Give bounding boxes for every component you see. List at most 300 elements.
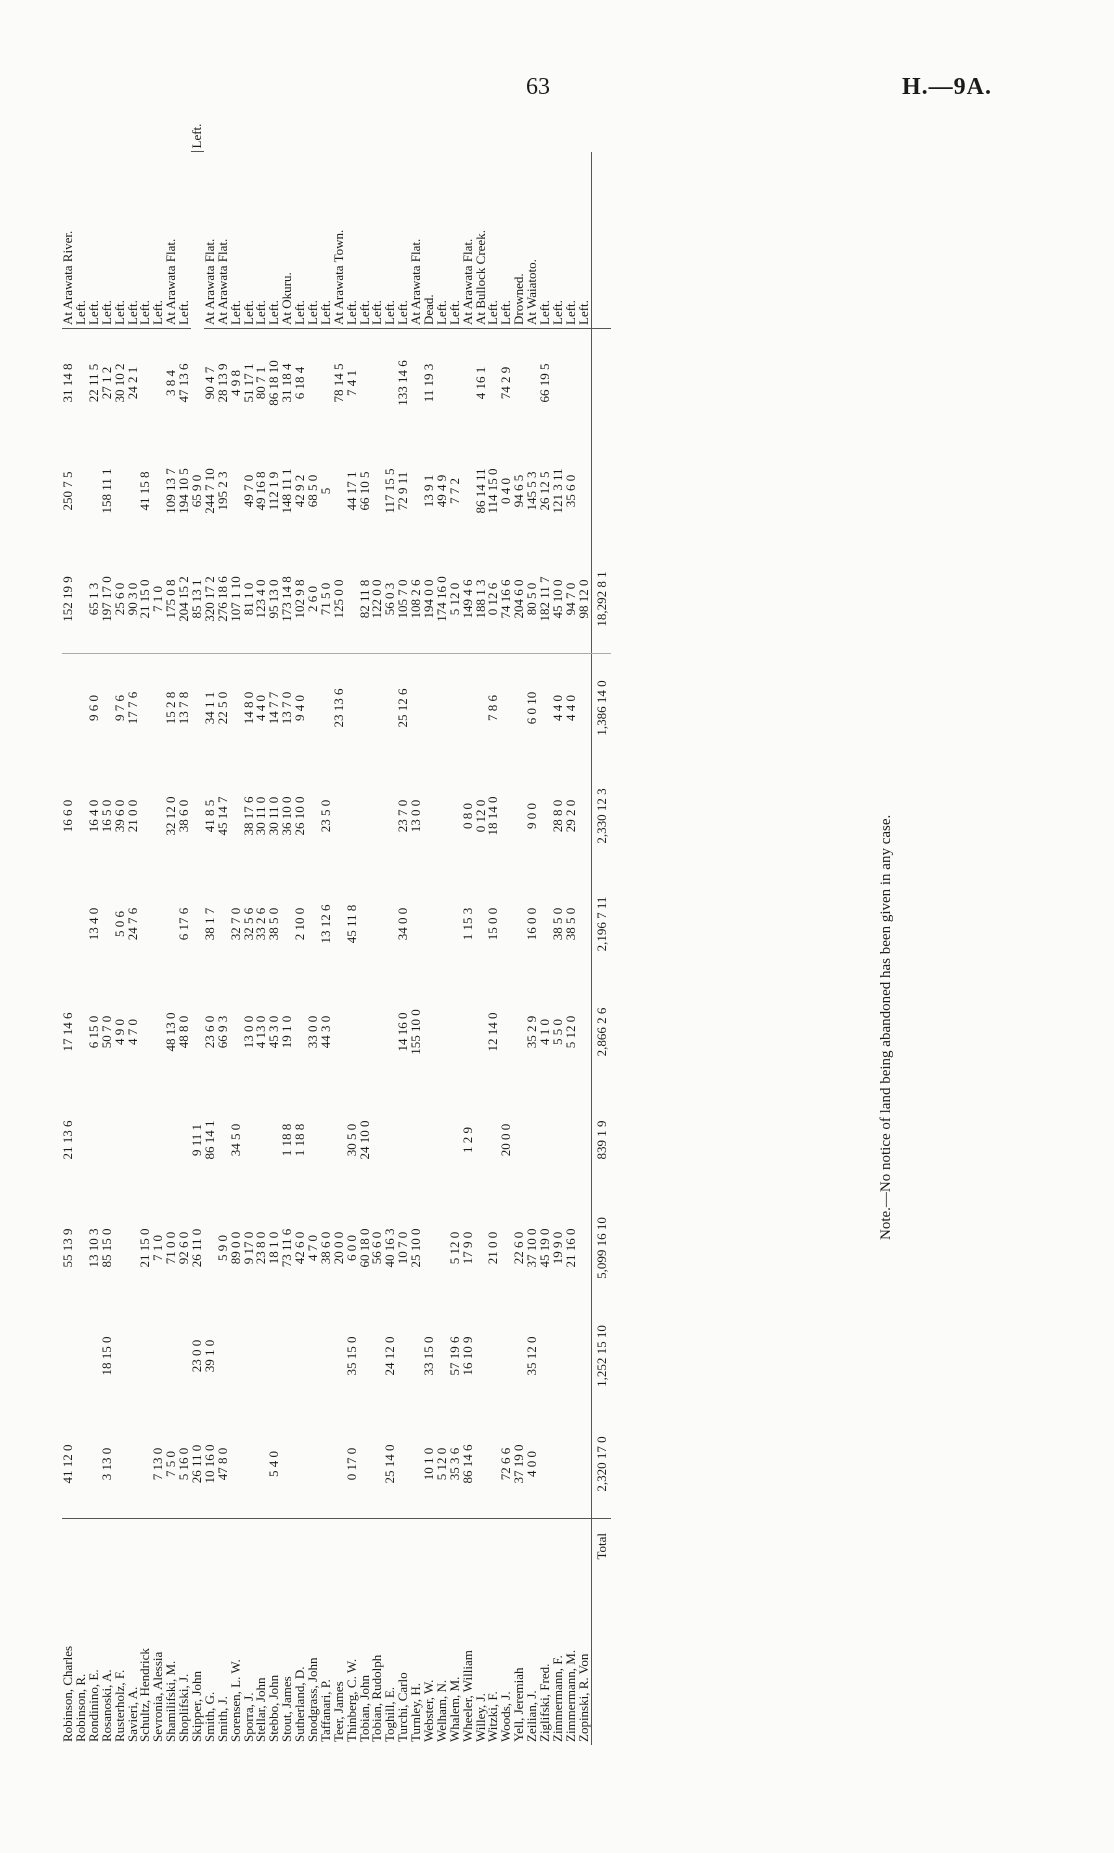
amount-cell: 45 14 7 [214, 796, 230, 836]
amount-cell [126, 1410, 139, 1519]
amount-cell [371, 1086, 384, 1194]
person-name: Robinson, R. [75, 1519, 88, 1746]
amount-cell [152, 1302, 165, 1410]
table-row [487, 115, 500, 1745]
amount-cell [410, 1086, 423, 1194]
amount-cell [552, 1410, 565, 1519]
amount-cell: 85 13 1 [191, 545, 204, 654]
amount-cell: 122 0 0 [371, 545, 384, 654]
amount-cell: 38 5 0 [549, 907, 565, 941]
person-name: Willey, J. [475, 1519, 488, 1746]
amount-cell [539, 1302, 552, 1410]
amount-cell: 38 1 7 [201, 907, 217, 941]
amount-cell: 78 14 5 [330, 363, 346, 403]
amount-cell: 82 11 8 [358, 545, 371, 654]
table-row [294, 115, 307, 1745]
amount-cell [165, 1302, 178, 1410]
amount-cell [358, 762, 371, 870]
amount-cell: 68 5 0 [304, 474, 320, 508]
table-row [526, 115, 539, 1745]
amount-cell: 117 15 5 [382, 468, 398, 514]
person-name: Tobian, Rudolph [371, 1519, 384, 1746]
amount-cell: 37 19 0 [511, 1444, 527, 1484]
amount-cell: 0 12 0 [472, 799, 488, 833]
amount-cell [358, 329, 371, 438]
amount-cell [475, 1302, 488, 1410]
person-name: Zimmermann, F. [552, 1519, 565, 1746]
amount-cell: 1 18 8 [279, 1123, 295, 1157]
amount-cell [423, 1194, 436, 1302]
amount-cell: 0 4 0 [498, 478, 514, 504]
amount-cell [500, 762, 513, 870]
amount-cell [565, 1302, 578, 1410]
amount-cell [449, 978, 462, 1086]
amount-cell [578, 978, 591, 1086]
amount-cell: 49 16 8 [253, 471, 269, 511]
person-name: Shamilifski, M. [165, 1519, 178, 1746]
amount-cell: 148 11 1 [279, 468, 295, 514]
amount-cell [436, 870, 449, 978]
amount-cell: 16 4 0 [85, 799, 101, 833]
amount-cell: 7 1 0 [152, 545, 165, 654]
amount-cell [88, 1086, 101, 1194]
amount-cell: 34 5 0 [227, 1123, 243, 1157]
amount-cell: 35 15 0 [343, 1336, 359, 1376]
amount-cell [539, 1410, 552, 1519]
amount-cell [578, 870, 591, 978]
table-row [423, 115, 436, 1745]
remark-cell: At Arawata Flat. [165, 152, 178, 329]
amount-cell: 90 3 0 [126, 545, 139, 654]
amount-cell [139, 762, 152, 870]
amount-cell [75, 1086, 88, 1194]
amount-cell: 66 19 5 [537, 363, 552, 403]
amount-cell: 92 6 0 [176, 1231, 192, 1265]
amount-cell: 16 0 0 [524, 907, 540, 941]
amount-cell: 105 7 0 [397, 545, 410, 654]
amount-cell: 33 2 6 [253, 907, 269, 941]
person-name: Witzki, F. [487, 1519, 500, 1746]
amount-cell: 21 13 6 [60, 1120, 76, 1160]
amount-cell [307, 329, 320, 438]
amount-cell [62, 654, 75, 763]
amount-cell: 174 16 0 [436, 545, 449, 654]
amount-cell: 16 5 0 [98, 799, 114, 833]
amount-cell: 16 6 0 [60, 799, 76, 833]
table-row [436, 115, 449, 1745]
amount-cell: 33 15 0 [420, 1336, 436, 1376]
remark-cell: Left. [255, 152, 268, 329]
amount-cell: 90 4 7 [201, 366, 217, 400]
person-name: Taffanari, P. [320, 1519, 333, 1746]
amount-cell [487, 1302, 500, 1410]
amount-cell: 24 2 1 [124, 366, 140, 400]
amount-cell: 4 4 0 [549, 695, 565, 721]
amount-cell: 4 16 1 [472, 366, 488, 400]
amount-cell: 45 19 0 [537, 1228, 552, 1268]
remark-cell: Left. [397, 152, 410, 329]
person-name: Smith, J. [217, 1519, 230, 1746]
amount-cell [307, 1302, 320, 1410]
table-row [578, 115, 591, 1745]
remark-cell: At Bullock Creek. [475, 152, 488, 329]
amount-cell [565, 329, 578, 438]
amount-cell: 9 17 0 [240, 1231, 256, 1265]
amount-cell: 73 11 6 [279, 1228, 295, 1268]
amount-cell: 6 0 0 [343, 1235, 359, 1261]
remark-cell: Drowned. [513, 152, 526, 329]
amount-cell: 194 10 5 [176, 468, 192, 514]
amount-cell: 4 9 8 [227, 370, 243, 396]
amount-cell [139, 654, 152, 763]
amount-cell: 6 0 10 [524, 691, 540, 725]
amount-cell: 30 11 0 [253, 796, 269, 836]
amount-cell [371, 978, 384, 1086]
person-name: Rusterholz, F. [114, 1519, 127, 1746]
amount-cell [475, 1410, 488, 1519]
amount-cell: 49 4 9 [433, 474, 449, 508]
amount-cell: 13 0 0 [240, 1015, 256, 1049]
amount-cell [371, 870, 384, 978]
amount-cell: 17 14 6 [60, 1012, 76, 1052]
amount-cell: 14 7 7 [266, 691, 282, 725]
amount-cell [255, 1302, 268, 1410]
amount-cell: 7 13 0 [150, 1447, 166, 1481]
remark-cell: Left. [152, 152, 165, 329]
table-row [565, 115, 578, 1745]
remark-cell: Left. [101, 152, 114, 329]
amount-cell [114, 1302, 127, 1410]
remark-cell: Left. [114, 152, 127, 329]
amount-cell [384, 1086, 397, 1194]
total-label: Total [591, 1519, 611, 1746]
amount-cell [462, 654, 475, 763]
amount-cell: 5 0 6 [111, 911, 127, 937]
person-name: Yell, Jeremiah [513, 1519, 526, 1746]
amount-cell: 19 1 0 [279, 1015, 295, 1049]
amount-cell [578, 1410, 591, 1519]
person-name: Thinberg, C. W. [346, 1519, 359, 1746]
table-row [320, 115, 333, 1745]
amount-cell: 5 12 0 [446, 1231, 462, 1265]
amount-cell [126, 1302, 139, 1410]
amount-cell: 40 16 3 [382, 1228, 398, 1268]
amount-cell [152, 870, 165, 978]
amount-cell: 6 17 6 [176, 907, 192, 941]
amount-cell: 114 15 0 [485, 468, 501, 514]
amount-cell: 5 9 0 [214, 1235, 230, 1261]
amount-cell: 23 13 6 [330, 688, 346, 728]
amount-cell [101, 1086, 114, 1194]
total-row [591, 115, 611, 1745]
amount-cell: 26 11 0 [188, 1228, 204, 1268]
amount-cell [423, 654, 436, 763]
amount-cell: 158 11 1 [98, 468, 114, 514]
amount-cell: 30 5 0 [343, 1123, 359, 1157]
amount-cell: 50 7 0 [98, 1015, 114, 1049]
person-name: Zopinski, R. Von [578, 1519, 591, 1746]
amount-cell: 44 17 1 [343, 471, 359, 511]
page-header [0, 74, 1114, 114]
amount-cell [500, 1302, 513, 1410]
amount-cell [62, 1302, 75, 1410]
amount-cell: 20 0 0 [498, 1123, 514, 1157]
amount-cell [242, 1086, 255, 1194]
table-row [346, 115, 359, 1745]
amount-cell: 74 16 6 [500, 545, 513, 654]
remark-cell: Left. [307, 152, 320, 329]
amount-cell: 125 0 0 [333, 545, 346, 654]
amount-cell: 13 4 0 [85, 907, 101, 941]
amount-cell [449, 654, 462, 763]
amount-cell [307, 1410, 320, 1519]
amount-cell [139, 978, 152, 1086]
remark-cell: Left. [500, 152, 513, 329]
amount-cell [565, 1086, 578, 1194]
amount-cell: 9 6 0 [85, 695, 101, 721]
amount-cell: 1 15 3 [459, 907, 475, 941]
document-reference: H.—9A. [902, 74, 992, 100]
total-remark-empty [591, 152, 611, 329]
amount-cell: 7 4 1 [343, 370, 359, 396]
amount-cell: 38 5 0 [562, 907, 578, 941]
amount-cell [242, 1302, 255, 1410]
amount-cell: 55 13 9 [60, 1228, 76, 1268]
amount-cell: 173 14 8 [281, 545, 294, 654]
amount-cell [578, 329, 591, 438]
table-row [410, 115, 423, 1745]
amount-cell: 6 15 0 [85, 1015, 101, 1049]
amount-cell: 9 11 1 [188, 1123, 204, 1157]
amount-cell: 17 7 6 [124, 691, 140, 725]
person-name: Zeilian, J. [526, 1519, 539, 1746]
amount-cell: 204 6 0 [513, 545, 526, 654]
amount-cell [307, 654, 320, 763]
table-row [204, 115, 217, 1745]
amount-cell [539, 1086, 552, 1194]
amount-cell [294, 1410, 307, 1519]
remark-cell: At Arawata Town. [333, 152, 346, 329]
amount-cell: 24 7 6 [124, 907, 140, 941]
remark-cell: Left. [242, 152, 255, 329]
amount-cell: 86 18 10 [266, 360, 282, 406]
person-name: Ziglifski, Fred. [539, 1519, 552, 1746]
amount-cell: 19 9 0 [549, 1231, 565, 1265]
amount-cell [320, 1410, 333, 1519]
amount-cell: 250 7 5 [60, 471, 76, 511]
amount-cell [436, 978, 449, 1086]
amount-cell: 9 7 6 [111, 695, 127, 721]
amount-cell: 39 1 0 [201, 1339, 217, 1373]
amount-cell [552, 1302, 565, 1410]
amount-cell [578, 1194, 591, 1302]
amount-cell: 98 12 0 [578, 545, 591, 654]
person-name: Sutherland, D. [294, 1519, 307, 1746]
person-name: Stebbo, John [268, 1519, 281, 1746]
amount-cell: 4 7 0 [124, 1019, 140, 1045]
remark-cell: At Arawata Flat. [217, 152, 230, 329]
amount-cell: 4 1 0 [537, 1019, 552, 1045]
amount-cell: 32 7 0 [227, 907, 243, 941]
table-row [178, 115, 191, 1745]
amount-cell: 33 0 0 [304, 1015, 320, 1049]
amount-cell [139, 329, 152, 438]
amount-cell: 25 14 0 [382, 1444, 398, 1484]
person-name: Stout, James [281, 1519, 294, 1746]
amount-cell: 0 17 0 [343, 1447, 359, 1481]
person-name: Savieri, A. [126, 1519, 139, 1746]
amount-cell: 22 6 0 [511, 1231, 527, 1265]
amount-cell [552, 329, 565, 438]
amount-cell: 13 10 3 [85, 1228, 101, 1268]
amount-cell: 48 13 0 [163, 1012, 179, 1052]
amount-cell: 65 9 0 [188, 474, 204, 508]
amount-cell [139, 870, 152, 978]
amount-cell: 26 10 0 [292, 796, 308, 836]
amount-cell: 94 6 5 [511, 474, 527, 508]
amount-cell: 21 16 0 [562, 1228, 578, 1268]
amount-cell: 2 10 0 [292, 907, 308, 941]
person-name: Skipper, John [191, 1519, 204, 1746]
amount-cell [436, 654, 449, 763]
remark-cell: Left. [126, 152, 139, 329]
person-name: Stellar, John [255, 1519, 268, 1746]
amount-cell: 39 6 0 [111, 799, 127, 833]
amount-cell: 23 5 0 [317, 799, 333, 833]
amount-cell: 34 1 1 [201, 691, 217, 725]
person-name: Smith, G. [204, 1519, 217, 1746]
amount-cell [410, 870, 423, 978]
remark-cell: Left. [75, 152, 88, 329]
amount-cell [346, 978, 359, 1086]
amount-cell: 31 18 4 [279, 363, 295, 403]
person-name: Woods, J. [500, 1519, 513, 1746]
amount-cell: 0 12 6 [487, 545, 500, 654]
remark-cell: Dead. [423, 152, 436, 329]
amount-cell: 13 7 0 [279, 691, 295, 725]
amount-cell [346, 762, 359, 870]
page-number: 63 [526, 74, 550, 100]
amount-cell: 10 7 0 [395, 1231, 411, 1265]
amount-cell: 44 3 0 [317, 1015, 333, 1049]
amount-cell: 5 12 0 [433, 1447, 449, 1481]
person-name: Schultz, Hendrick [139, 1519, 152, 1746]
amount-cell: 47 8 0 [214, 1447, 230, 1481]
amount-cell: 48 8 0 [176, 1015, 192, 1049]
amount-cell [268, 1302, 281, 1410]
amount-cell: 23 8 0 [253, 1231, 269, 1265]
person-name: Zimmermann, M. [565, 1519, 578, 1746]
amount-cell: 36 10 0 [279, 796, 295, 836]
amount-cell: 80 7 1 [253, 366, 269, 400]
remark-cell: Left. [436, 152, 449, 329]
amount-cell: 81 1 0 [242, 545, 255, 654]
amount-cell [281, 1410, 294, 1519]
amount-cell: 3 13 0 [98, 1447, 114, 1481]
amount-cell: 35 3 6 [446, 1447, 462, 1481]
amount-cell: 27 1 2 [98, 366, 114, 400]
amount-cell: 23 0 0 [188, 1339, 204, 1373]
amount-cell [139, 1086, 152, 1194]
amount-cell: 28 8 0 [549, 799, 565, 833]
amount-cell [578, 1302, 591, 1410]
amount-cell: 13 12 6 [317, 904, 333, 944]
remark-cell: Left. [384, 152, 397, 329]
remark-cell: Left. [565, 152, 578, 329]
amount-cell: 11 19 3 [420, 363, 436, 403]
remark-cell: Left. [346, 152, 359, 329]
remark-cell: Left. [552, 152, 565, 329]
person-name: Rosanoski, A. [101, 1519, 114, 1746]
amount-cell: 133 14 6 [395, 360, 411, 406]
total-cell: 839 1 9 [591, 1086, 611, 1194]
amount-cell: 21 0 0 [485, 1231, 501, 1265]
total-cell [591, 329, 611, 438]
amount-cell: 1 18 8 [292, 1123, 308, 1157]
amount-cell: 28 13 9 [214, 363, 230, 403]
amount-cell: 15 2 8 [163, 691, 179, 725]
amount-cell: 30 11 0 [266, 796, 282, 836]
amount-cell: 35 12 0 [524, 1336, 540, 1376]
amount-cell [114, 437, 127, 545]
amount-cell: 42 6 0 [292, 1231, 308, 1265]
amount-cell: 5 5 0 [549, 1019, 565, 1045]
amount-cell [436, 762, 449, 870]
amount-cell [62, 870, 75, 978]
amount-cell [320, 1302, 333, 1410]
amount-cell: 49 7 0 [240, 474, 256, 508]
amount-cell: 123 4 0 [255, 545, 268, 654]
amount-cell [578, 762, 591, 870]
person-name: Snodgrass, John [307, 1519, 320, 1746]
amount-cell: 30 10 2 [111, 363, 127, 403]
amount-cell [358, 1302, 371, 1410]
remark-cell: Left. [320, 152, 333, 329]
amount-cell [397, 1086, 410, 1194]
amount-cell: 108 2 6 [410, 545, 423, 654]
amount-cell: 60 18 0 [356, 1228, 372, 1268]
amount-cell: 194 0 0 [423, 545, 436, 654]
amount-cell [307, 1086, 320, 1194]
remark-cell: At Okuru. [281, 152, 294, 329]
total-cell: 2,330 12 3 [591, 762, 611, 870]
amount-cell [410, 654, 423, 763]
amount-cell: 85 15 0 [98, 1228, 114, 1268]
amount-cell: 4 7 0 [304, 1235, 320, 1261]
amount-cell: 7 8 6 [485, 695, 501, 721]
amount-cell: 38 17 6 [240, 796, 256, 836]
table-row [371, 115, 384, 1745]
amount-cell: 71 0 0 [163, 1231, 179, 1265]
amount-cell: 66 9 3 [214, 1015, 230, 1049]
total-cell: 1,386 14 0 [591, 654, 611, 763]
amount-cell [230, 1302, 243, 1410]
amount-cell: 4 4 0 [253, 695, 269, 721]
amount-cell [500, 870, 513, 978]
amount-cell [397, 1302, 410, 1410]
amount-cell: 95 13 0 [268, 545, 281, 654]
person-name: Wheeler, William [462, 1519, 475, 1746]
amount-cell: 4 0 0 [524, 1451, 540, 1477]
amount-cell: 42 9 2 [292, 474, 308, 508]
amount-cell [114, 1410, 127, 1519]
amount-cell: 21 15 0 [137, 1228, 153, 1268]
amount-cell [565, 1410, 578, 1519]
person-name: Turnley, H. [410, 1519, 423, 1746]
amount-cell [358, 978, 371, 1086]
amount-cell: 37 10 0 [524, 1228, 540, 1268]
amount-cell: 18 14 0 [485, 796, 501, 836]
